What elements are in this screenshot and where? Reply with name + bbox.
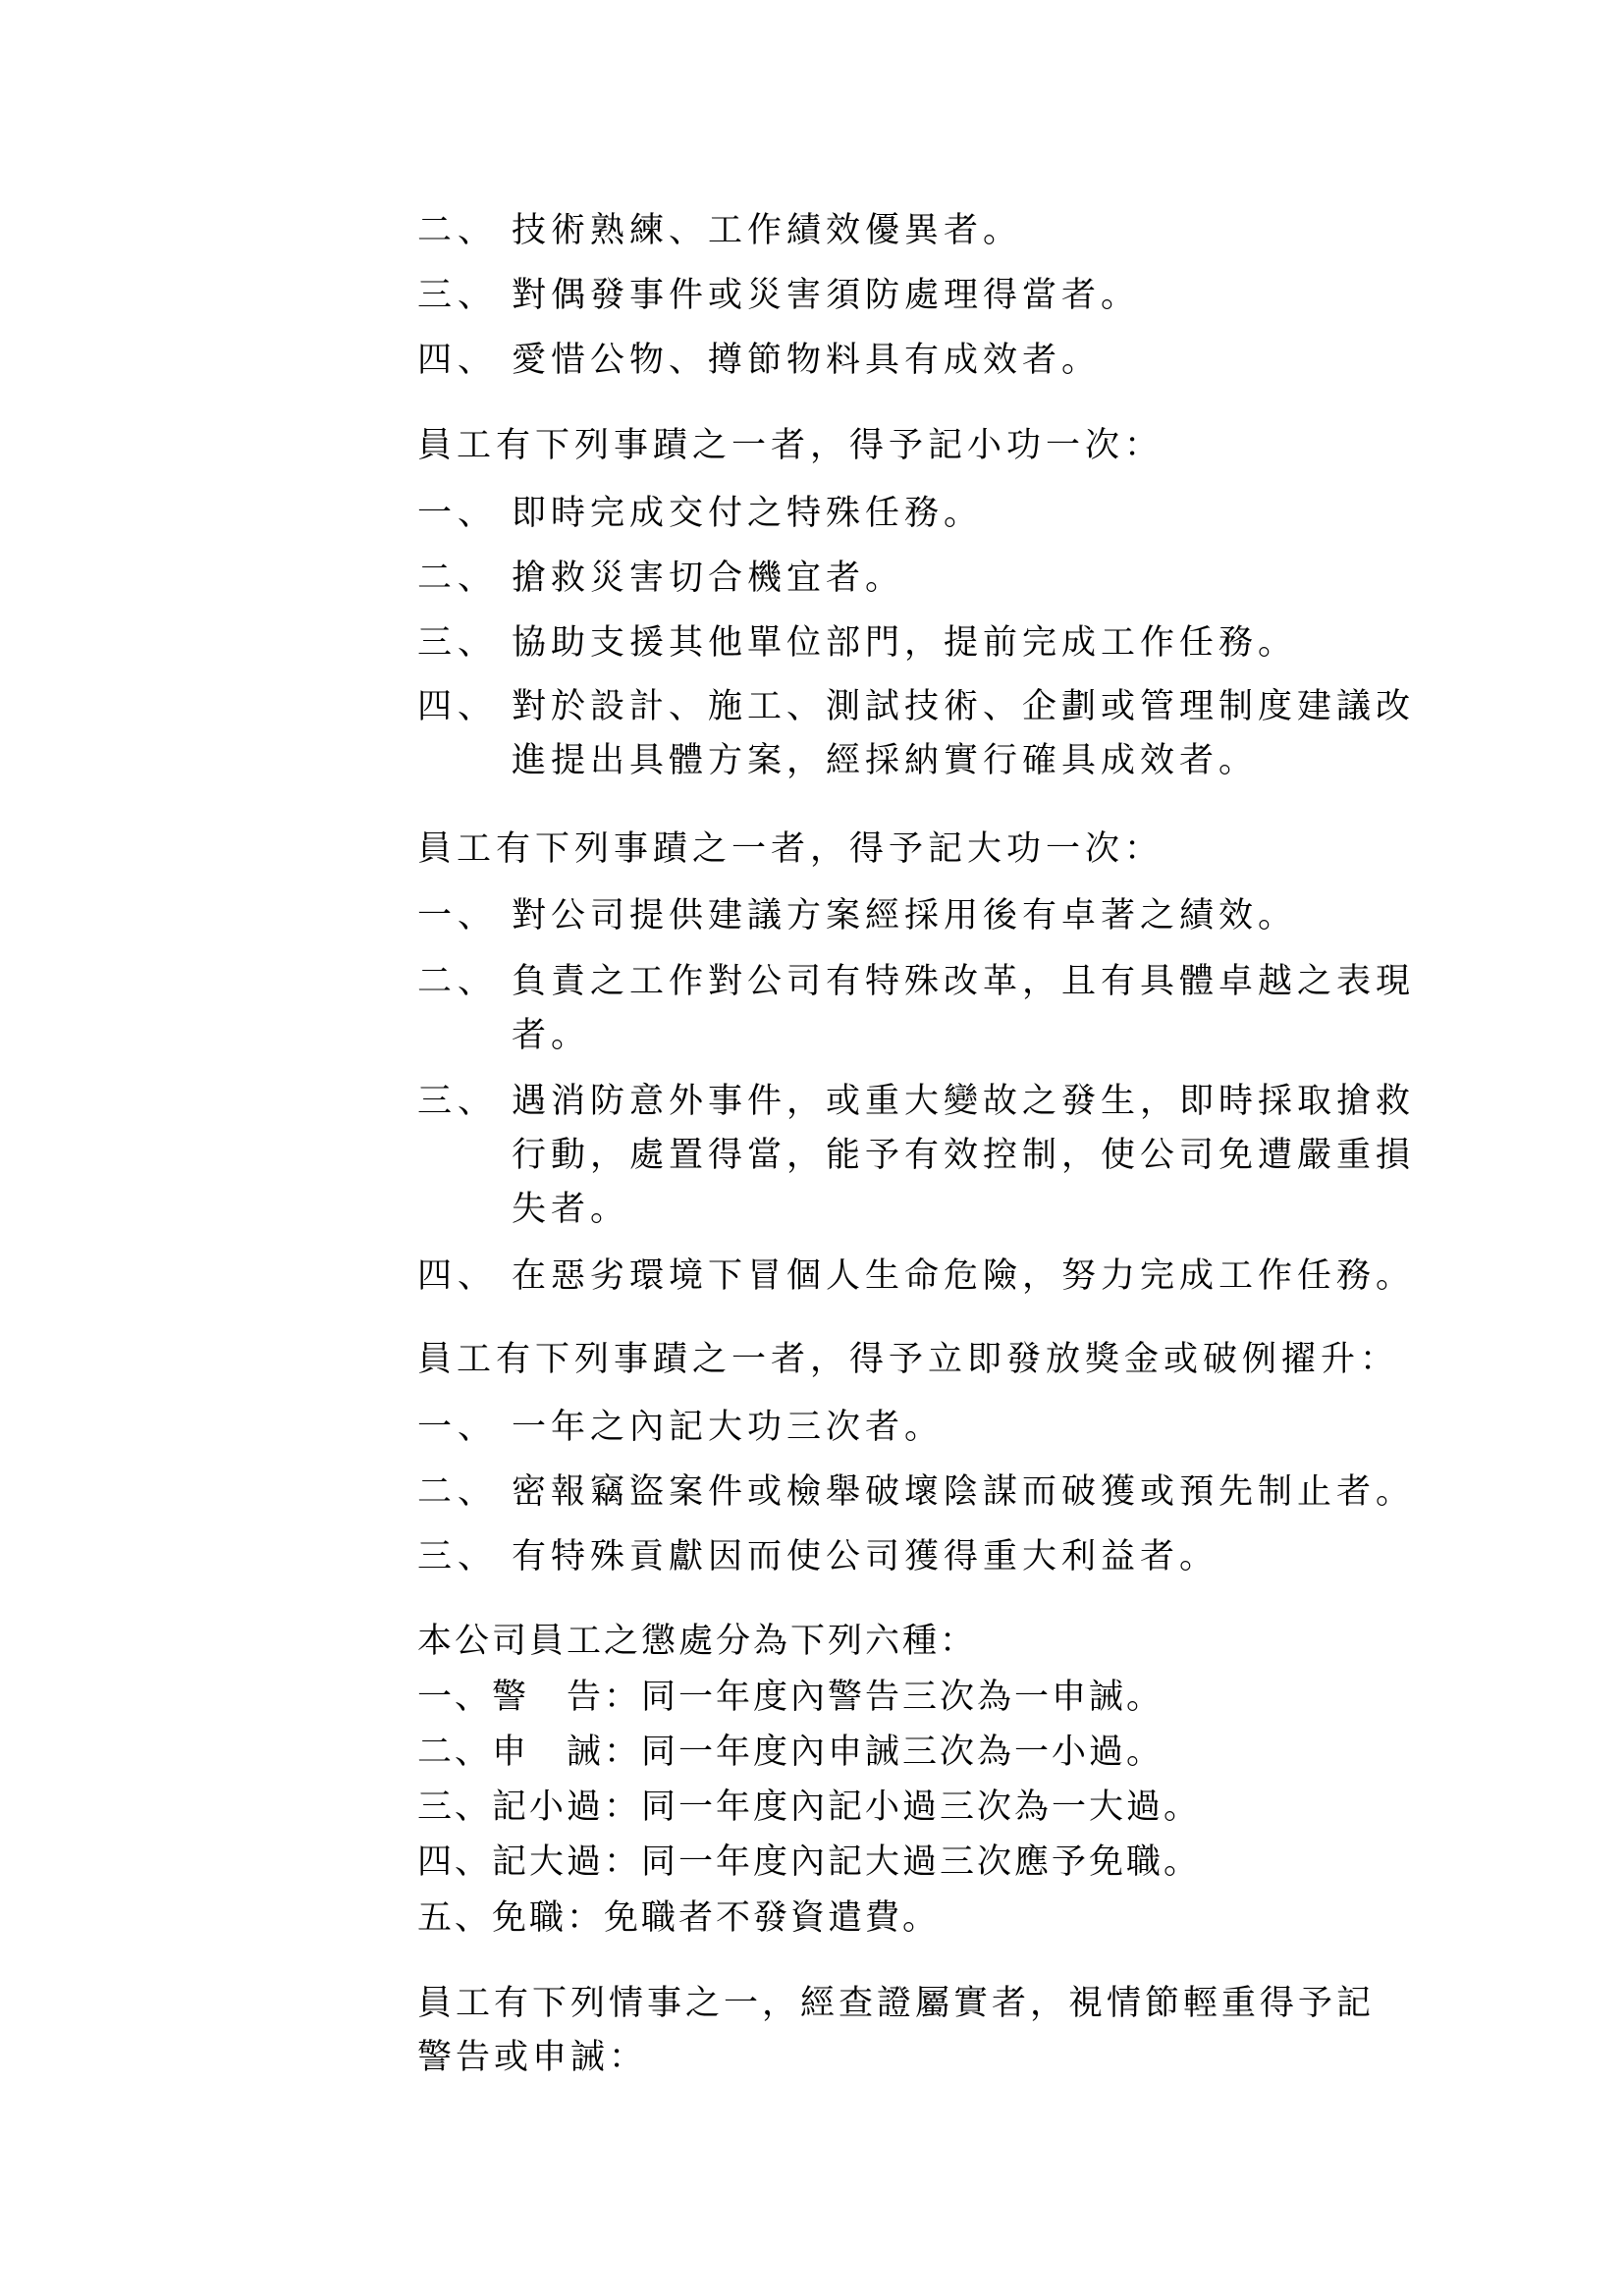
item-number: 四、 <box>417 341 499 380</box>
item-text: 一年之內記大功三次者。 <box>512 1408 945 1447</box>
item-number: 二、 <box>417 1472 499 1512</box>
penalty-line: 四、記大過：同一年度內記大過三次應予免職。 <box>417 1842 1202 1882</box>
section-heading: 員工有下列事蹟之一者，得予記大功一次： <box>417 829 1164 869</box>
item-text: 負責之工作對公司有特殊改革，且有具體卓越之表現者。 <box>512 962 1416 1055</box>
section-heading: 員工有下列事蹟之一者，得予記小功一次： <box>417 426 1164 465</box>
item-number: 四、 <box>417 1256 499 1296</box>
item-text: 協助支援其他單位部門，提前完成工作任務。 <box>512 623 1298 663</box>
section-heading: 員工有下列事蹟之一者，得予立即發放獎金或破例擢升： <box>417 1340 1400 1379</box>
item-number: 四、 <box>417 687 499 726</box>
item-text: 遇消防意外事件，或重大變故之發生，即時採取搶救行動，處置得當，能予有效控制，使公司免遭嚴重損失者。 <box>512 1082 1416 1229</box>
item-number: 三、 <box>417 276 499 315</box>
item-text: 即時完成交付之特殊任務。 <box>512 494 984 533</box>
item-number: 二、 <box>417 211 499 250</box>
item-text: 密報竊盜案件或檢舉破壞陰謀而破獲或預先制止者。 <box>512 1472 1416 1512</box>
penalty-line: 三、記小過：同一年度內記小過三次為一大過。 <box>417 1788 1202 1827</box>
item-text: 有特殊貢獻因而使公司獲得重大利益者。 <box>512 1537 1219 1576</box>
item-text: 對於設計、施工、測試技術、企劃或管理制度建議改進提出具體方案，經採納實行確具成效者。 <box>512 687 1416 780</box>
item-number: 一、 <box>417 896 499 935</box>
item-number: 二、 <box>417 559 499 598</box>
section-heading: 本公司員工之懲處分為下列六種： <box>417 1622 978 1661</box>
item-text: 對偶發事件或災害須防處理得當者。 <box>512 276 1141 315</box>
item-number: 三、 <box>417 1082 499 1121</box>
item-number: 三、 <box>417 623 499 663</box>
item-number: 一、 <box>417 494 499 533</box>
item-text: 愛惜公物、撙節物料具有成效者。 <box>512 341 1102 380</box>
item-text: 在惡劣環境下冒個人生命危險，努力完成工作任務。 <box>512 1256 1416 1296</box>
item-text: 對公司提供建議方案經採用後有卓著之績效。 <box>512 896 1298 935</box>
item-text: 技術熟練、工作績效優異者。 <box>512 211 1023 250</box>
penalty-line: 一、警 告：同一年度內警告三次為一申誡。 <box>417 1678 1164 1717</box>
item-text: 搶救災害切合機宜者。 <box>512 559 905 598</box>
item-number: 一、 <box>417 1408 499 1447</box>
penalty-line: 五、免職：免職者不發資遣費。 <box>417 1898 941 1938</box>
item-number: 二、 <box>417 962 499 1001</box>
closing-paragraph: 員工有下列情事之一，經查證屬實者，視情節輕重得予記警告或申誡： <box>417 1984 1376 2077</box>
penalty-line: 二、申 誡：同一年度內申誡三次為一小過。 <box>417 1733 1164 1772</box>
item-number: 三、 <box>417 1537 499 1576</box>
